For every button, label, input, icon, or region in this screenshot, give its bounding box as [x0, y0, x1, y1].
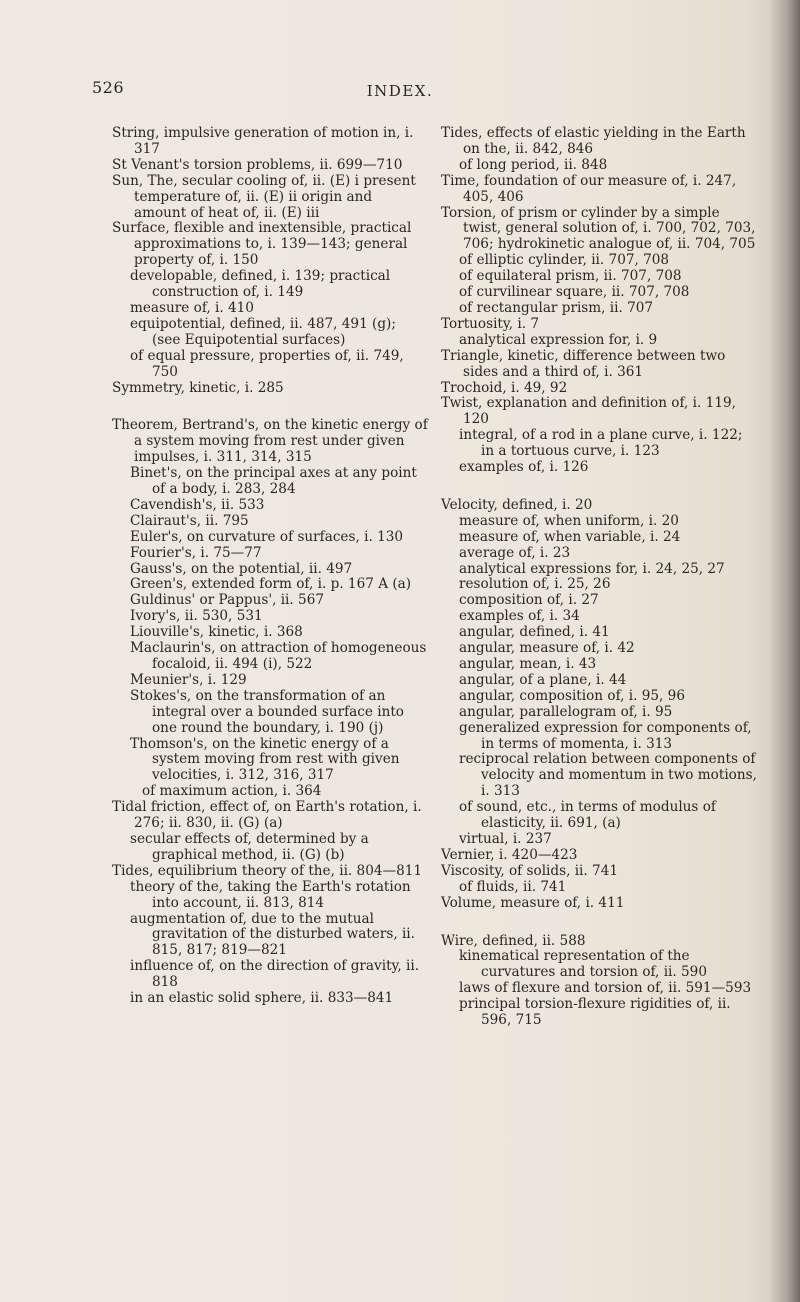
index-subentry: angular, of a plane, i. 44 [459, 671, 627, 688]
index-subentry: virtual, i. 237 [459, 830, 552, 847]
index-entry: Trochoid, i. 49, 92 [441, 379, 568, 396]
page-header [0, 78, 760, 108]
index-subentry: angular, defined, i. 41 [459, 624, 610, 641]
index-subentry: Meunier's, i. 129 [130, 671, 247, 688]
index-subentry: examples of, i. 126 [459, 459, 589, 476]
index-subentry: developable, defined, i. 139; practical construction of, i. 149 [130, 268, 391, 301]
index-subentry: composition of, i. 27 [459, 592, 599, 609]
index-subentry: resolution of, i. 25, 26 [459, 576, 611, 593]
index-subentry: analytical expression for, i. 9 [459, 331, 658, 348]
index-entry: Tidal friction, effect of, on Earth's rotation, i. 276; ii. 830, ii. (G) (a) [112, 799, 422, 832]
index-subentry: angular, mean, i. 43 [459, 656, 597, 672]
index-subentry: Stokes's, on the transformation of an integral over a bounded surface into one round the boundary, i. 190 (j) [130, 687, 404, 736]
index-subentry: influence of, on the direction of gravity, ii. 818 [130, 958, 420, 991]
index-entry: Surface, flexible and inextensible, practical approximations to, i. 139—143; general property of, i. 150 [112, 220, 412, 269]
index-subentry: analytical expressions for, i. 24, 25, 27 [459, 560, 725, 577]
index-entry: Tides, effects of elastic yielding in the Earth on the, ii. 842, 846 [441, 125, 746, 157]
index-subentry: angular, parallelogram of, i. 95 [459, 703, 673, 720]
index-subentry: examples of, i. 34 [459, 608, 580, 625]
index-group [441, 498, 759, 912]
index-subentry: Binet's, on the principal axes at any point of a body, i. 283, 284 [130, 465, 417, 498]
index-subentry: theory of the, taking the Earth's rotation into account, ii. 813, 814 [130, 878, 411, 911]
index-entry: Tides, equilibrium theory of the, ii. 804—811 [112, 862, 423, 879]
index-subentry: measure of, i. 410 [130, 299, 254, 316]
index-entry: String, impulsive generation of motion in, i. 317 [112, 125, 414, 157]
index-group [441, 934, 759, 1029]
index-entry: Symmetry, kinetic, i. 285 [112, 379, 284, 396]
index-entry: Velocity, defined, i. 20 [441, 496, 593, 513]
running-head: INDEX. [366, 82, 434, 100]
index-column-right [441, 126, 759, 1051]
index-subentry: Maclaurin's, on attraction of homogeneous focaloid, ii. 494 (i), 522 [130, 640, 427, 672]
index-entry: Vernier, i. 420—423 [441, 846, 578, 863]
index-entry: Viscosity, of solids, ii. 741 [441, 862, 618, 879]
index-subentry: of fluids, ii. 741 [459, 878, 567, 895]
index-subentry: reciprocal relation between components of velocity and momentum in two motions, i. 313 [459, 751, 757, 800]
index-entry: Tortuosity, i. 7 [441, 315, 540, 332]
index-subentry: average of, i. 23 [459, 544, 571, 561]
index-subentry: of long period, ii. 848 [459, 156, 608, 173]
index-subentry: kinematical representation of the curvatures and torsion of, ii. 590 [459, 948, 707, 981]
index-subentry: Liouville's, kinetic, i. 368 [130, 624, 303, 641]
index-entry: Theorem, Bertrand's, on the kinetic energy of a system moving from rest under given impulses, i. 311, 314, 315 [112, 417, 428, 466]
index-subentry: Guldinus' or Pappus', ii. 567 [130, 592, 324, 609]
index-subentry: angular, composition of, i. 95, 96 [459, 687, 685, 704]
index-subentry: Cavendish's, ii. 533 [130, 496, 265, 513]
index-subentry: measure of, when uniform, i. 20 [459, 512, 679, 529]
page-edge-shadow [758, 0, 800, 1302]
index-group [112, 418, 428, 1007]
index-entry: Sun, The, secular cooling of, ii. (E) i present temperature of, ii. (E) ii origin and amount of heat of, ii. (E) iii [112, 172, 416, 221]
index-subentry: Ivory's, ii. 530, 531 [130, 608, 263, 625]
index-entry: Volume, measure of, i. 411 [441, 894, 625, 911]
index-subentry: Green's, extended form of, i. p. 167 A (a) [130, 576, 412, 593]
index-column-left [112, 126, 428, 1029]
index-subentry: laws of flexure and torsion of, ii. 591—593 [459, 980, 752, 997]
page-number: 526 [92, 78, 125, 97]
index-subentry: of equilateral prism, ii. 707, 708 [459, 268, 682, 285]
index-subentry: Thomson's, on the kinetic energy of a system moving from rest with given velocities, i. 312, 316, 317 [130, 735, 400, 784]
index-subentry: Clairaut's, ii. 795 [130, 512, 249, 529]
index-entry: St Venant's torsion problems, ii. 699—710 [112, 156, 403, 173]
index-subentry: of maximum action, i. 364 [142, 783, 322, 800]
index-group [112, 126, 428, 396]
index-subentry: in an elastic solid sphere, ii. 833—841 [130, 990, 394, 1007]
index-entry: Time, foundation of our measure of, i. 247, 405, 406 [441, 172, 737, 205]
index-subentry: of elliptic cylinder, ii. 707, 708 [459, 252, 670, 269]
index-subentry: of rectangular prism, ii. 707 [459, 299, 654, 316]
index-entry: Twist, explanation and definition of, i. 119, 120 [441, 395, 736, 428]
index-subentry: equipotential, defined, ii. 487, 491 (g); (see Equipotential surfaces) [130, 315, 396, 348]
index-subentry: Euler's, on curvature of surfaces, i. 130 [130, 528, 404, 545]
index-subentry: integral, of a rod in a plane curve, i. 122; in a tortuous curve, i. 123 [459, 427, 743, 460]
index-subentry: Gauss's, on the potential, ii. 497 [130, 560, 353, 577]
index-entry: Triangle, kinetic, difference between two sides and a third of, i. 361 [441, 347, 726, 380]
index-subentry: generalized expression for components of, in terms of momenta, i. 313 [459, 719, 752, 752]
index-subentry: principal torsion-flexure rigidities of, ii. 596, 715 [459, 996, 731, 1029]
index-entry: Wire, defined, ii. 588 [441, 932, 586, 949]
index-subentry: augmentation of, due to the mutual gravitation of the disturbed waters, ii. 815, 817; 819—821 [130, 910, 415, 959]
index-subentry: Fourier's, i. 75—77 [130, 544, 262, 561]
index-group [441, 126, 759, 476]
index-subentry: secular effects of, determined by a graphical method, ii. (G) (b) [130, 830, 369, 863]
index-subentry: angular, measure of, i. 42 [459, 640, 635, 657]
index-entry: Torsion, of prism or cylinder by a simple twist, general solution of, i. 700, 702, 703, 706; hydrokinetic analogue of, ii. 704, 705 [441, 204, 756, 253]
index-subentry: of curvilinear square, ii. 707, 708 [459, 284, 690, 301]
index-subentry: of equal pressure, properties of, ii. 749, 750 [130, 347, 404, 380]
index-subentry: measure of, when variable, i. 24 [459, 528, 681, 545]
index-subentry: of sound, etc., in terms of modulus of elasticity, ii. 691, (a) [459, 799, 716, 832]
